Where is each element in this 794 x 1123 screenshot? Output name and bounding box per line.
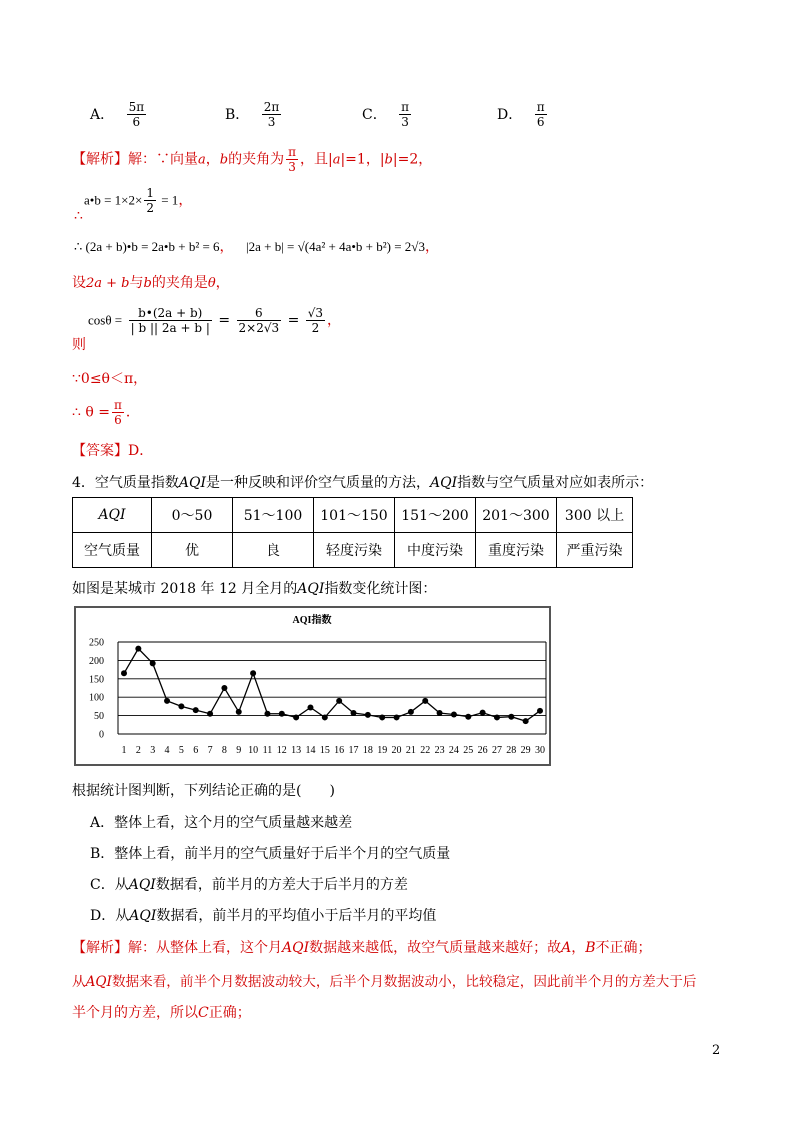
x-tick-label: 15 [319, 745, 330, 756]
data-point [221, 685, 227, 691]
x-tick-label: 8 [221, 745, 227, 756]
q3-solution-line7: ∴ θ = $\frac{\pi}{6}$ ． [72, 398, 140, 427]
data-point [207, 711, 213, 717]
data-point [437, 710, 443, 716]
therefore-symbol: ∴ [74, 208, 83, 224]
x-tick-label: 29 [520, 745, 531, 756]
x-tick-label: 28 [506, 745, 517, 756]
data-point [135, 646, 141, 652]
x-tick-label: 5 [178, 745, 184, 756]
q3-answer: 【答案】D． [72, 443, 154, 459]
x-tick-label: 17 [348, 745, 359, 756]
data-point [422, 698, 428, 704]
figure-intro: 如图是某城市 2018 年 12 月全月的AQI指数变化统计图： [72, 581, 437, 597]
x-tick-label: 11 [262, 745, 273, 756]
aqi-line-chart [76, 608, 549, 764]
x-tick-label: 7 [207, 745, 213, 756]
data-point [365, 712, 371, 718]
data-point [451, 711, 457, 717]
x-tick-label: 9 [236, 745, 242, 756]
fraction: $\frac{2\pi}{3}$ [263, 100, 280, 129]
y-tick-label: 200 [89, 655, 104, 667]
data-point [523, 718, 529, 724]
then-label: 则 [72, 337, 86, 353]
q3-option-b: B． $\frac{2\pi}{3}$ [225, 100, 280, 129]
table-cell: 中度污染 [395, 533, 476, 568]
table-cell: 重度污染 [476, 533, 557, 568]
q4-solution-line3: 半个月的方差，所以C正确； [72, 1005, 251, 1021]
table-cell: 300 以上 [557, 498, 633, 533]
x-tick-label: 6 [193, 745, 199, 756]
chart-title: AQI指数 [292, 615, 332, 626]
data-point [465, 714, 471, 720]
table-row [73, 533, 633, 568]
x-tick-label: 30 [535, 745, 545, 756]
series-line [124, 649, 540, 721]
x-tick-label: 21 [405, 745, 416, 756]
table-cell: AQI [73, 498, 152, 533]
table-cell: 轻度污染 [314, 533, 395, 568]
page-number: 2 [712, 1043, 721, 1058]
y-tick-label: 250 [89, 637, 104, 649]
x-tick-label: 4 [164, 745, 170, 756]
table-cell: 空气质量 [73, 533, 152, 568]
q3-solution-line1: 【解析】解：∵向量a，b的夹角为 $\frac{\pi}{3}$ ，且|a|=1，|b|=2， [72, 145, 433, 174]
y-tick-label: 150 [89, 674, 104, 686]
x-tick-label: 18 [362, 745, 373, 756]
x-tick-label: 20 [391, 745, 402, 756]
y-tick-label: 0 [99, 729, 104, 741]
q4-option-d: D．从AQI数据看，前半月的平均值小于后半月的平均值 [90, 908, 437, 924]
fraction: $\frac{\pi}{3}$ [401, 100, 410, 129]
x-tick-label: 24 [448, 745, 459, 756]
data-point [351, 710, 357, 716]
table-cell: 严重污染 [557, 533, 633, 568]
data-point [394, 714, 400, 720]
data-point [537, 708, 543, 714]
y-tick-label: 100 [89, 692, 104, 704]
data-point [508, 714, 514, 720]
table-row [73, 498, 633, 533]
aqi-table [72, 497, 633, 568]
x-tick-label: 25 [463, 745, 474, 756]
q4-option-a: A．整体上看，这个月的空气质量越来越差 [90, 815, 353, 831]
data-point [293, 714, 299, 720]
q4-option-c: C．从AQI数据看，前半月的方差大于后半月的方差 [90, 877, 408, 893]
data-point [279, 711, 285, 717]
x-tick-label: 12 [276, 745, 287, 756]
data-point [178, 703, 184, 709]
fraction: $\frac{\pi}{6}$ [536, 100, 545, 129]
q4-solution-line2: 从AQI数据来看，前半个月数据波动较大，后半个月数据波动小，比较稳定，因此前半个月的方差大于后 [72, 974, 697, 990]
data-point [121, 670, 127, 676]
table-cell: 0～50 [152, 498, 233, 533]
data-point [193, 707, 199, 713]
data-point [480, 710, 486, 716]
aqi-chart [74, 606, 551, 766]
x-tick-label: 10 [248, 745, 259, 756]
data-point [494, 714, 500, 720]
q3-cos-formula: cosθ = $\frac{b•(2a + b)}{| b || 2a + b |}$ = $\frac{6}{2\times 2√3}$ = $\frac{√3}{2}$ ， [88, 306, 342, 335]
y-tick-label: 50 [94, 711, 104, 723]
q3-solution-line2: a•b = 1×2× $\frac{1}{2}$ = 1， [84, 186, 193, 215]
q4-stem: 4．空气质量指数AQI是一种反映和评价空气质量的方法，AQI指数与空气质量对应如表所示： [72, 475, 654, 491]
data-point [264, 711, 270, 717]
q4-prompt: 根据统计图判断，下列结论正确的是( ) [72, 783, 335, 799]
x-tick-label: 13 [291, 745, 302, 756]
x-tick-label: 16 [334, 745, 345, 756]
q3-solution-line4: 设2a + b与b的夹角是θ， [72, 275, 230, 291]
table-cell: 优 [152, 533, 233, 568]
data-point [236, 709, 242, 715]
table-cell: 101～150 [314, 498, 395, 533]
table-cell: 151～200 [395, 498, 476, 533]
x-tick-label: 26 [477, 745, 488, 756]
x-tick-label: 1 [121, 745, 127, 756]
data-point [250, 670, 256, 676]
data-point [150, 660, 156, 666]
q4-solution-line1: 【解析】解：从整体上看，这个月AQI数据越来越低，故空气质量越来越好；故A，B不正确； [72, 940, 652, 956]
q3-option-c: C． $\frac{\pi}{3}$ [362, 100, 410, 129]
q3-solution-line6: ∵0≤θ＜π， [72, 371, 148, 387]
q3-option-a: A． $\frac{5\pi}{6}$ [90, 100, 145, 129]
q3-solution-line3: ∴ (2a + b)•b = 2a•b + b² = 6， |2a + b| = √(4a² + 4a•b + b²) = 2√3， [74, 239, 439, 255]
data-point [164, 698, 170, 704]
data-point [379, 714, 385, 720]
x-tick-label: 19 [377, 745, 388, 756]
x-tick-label: 23 [434, 745, 445, 756]
table-cell: 51～100 [233, 498, 314, 533]
x-tick-label: 2 [135, 745, 141, 756]
q4-option-b: B．整体上看，前半月的空气质量好于后半个月的空气质量 [90, 846, 451, 862]
data-point [322, 714, 328, 720]
data-point [336, 698, 342, 704]
table-cell: 201～300 [476, 498, 557, 533]
x-tick-label: 22 [420, 745, 431, 756]
data-point [408, 709, 414, 715]
table-cell: 良 [233, 533, 314, 568]
x-tick-label: 14 [305, 745, 316, 756]
q3-option-d: D． $\frac{\pi}{6}$ [497, 100, 545, 129]
x-tick-label: 3 [150, 745, 156, 756]
data-point [307, 705, 313, 711]
fraction: $\frac{5\pi}{6}$ [128, 100, 145, 129]
x-tick-label: 27 [491, 745, 502, 756]
